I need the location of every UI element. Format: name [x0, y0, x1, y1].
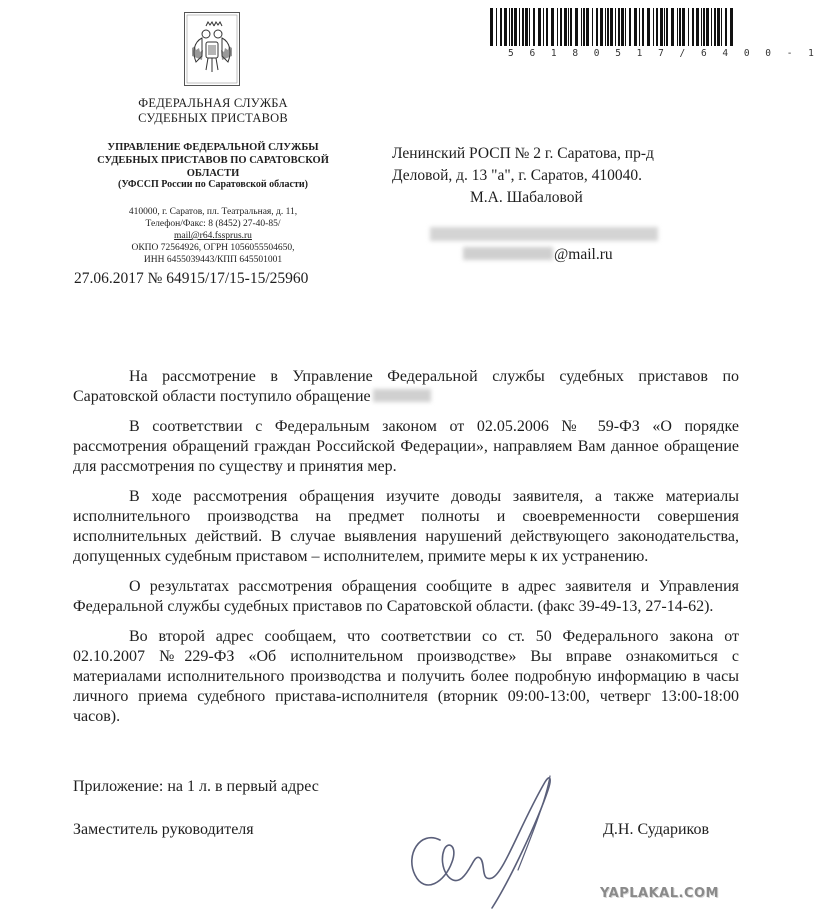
- barcode-bar: [618, 8, 620, 46]
- barcode-bar: [682, 8, 685, 46]
- addressee-line: Деловой, д. 13 "а", г. Саратов, 410040.: [392, 167, 642, 184]
- paragraph: В соответствии с Федеральным законом от 02.05.2006 № 59-ФЗ «О порядке рассмотрения обращений граждан Российской Федерации», направляем Вам данное обращение для рассмотрения по существу и принятия мер.: [73, 418, 739, 475]
- barcode-bar: [514, 8, 517, 46]
- barcode-bar: [679, 8, 681, 46]
- redacted-email-user: [463, 247, 553, 260]
- coat-of-arms-icon: [184, 12, 240, 86]
- redacted-appeal-number: [373, 389, 431, 402]
- barcode-bar: [706, 8, 709, 46]
- recipient-email: @mail.ru: [463, 246, 613, 264]
- barcode-bar: [660, 8, 663, 46]
- barcode-bar: [592, 8, 593, 46]
- barcode-bar: [730, 8, 733, 46]
- barcode-bar: [714, 8, 716, 46]
- addressee: [392, 143, 732, 209]
- barcode-bar: [546, 8, 548, 46]
- barcode-bar: [653, 8, 654, 46]
- barcode-bar: [621, 8, 624, 46]
- barcode-bar: [711, 8, 712, 46]
- barcode-bar: [509, 8, 510, 46]
- barcode-bar: [610, 8, 613, 46]
- barcode-bar: [692, 8, 694, 46]
- barcode-bar: [634, 8, 637, 46]
- barcode-bar: [671, 8, 674, 46]
- department-abbreviation: (УФССП России по Саратовской области): [118, 179, 308, 190]
- barcode-bar: [703, 8, 705, 46]
- barcode-bar: [639, 8, 640, 46]
- redacted-recipient: [430, 227, 658, 241]
- barcode-bar: [500, 8, 502, 46]
- barcode-bar: [560, 8, 562, 46]
- barcode-bar: [504, 8, 507, 46]
- barcode-bar: [647, 8, 650, 46]
- barcode-bar: [490, 8, 493, 46]
- barcode-bar: [642, 8, 644, 46]
- addressee-line: Ленинский РОСП № 2 г. Саратова, пр-д: [392, 145, 654, 162]
- barcode-bar: [688, 8, 689, 46]
- watermark: YAPLAKAL.COM: [600, 886, 719, 901]
- phone: Телефон/Факс: 8 (8452) 27-40-85/: [145, 219, 281, 229]
- barcode-bar: [605, 8, 606, 46]
- barcode-bar: [717, 8, 720, 46]
- signer-name: Д.Н. Судариков: [603, 821, 710, 838]
- barcode-bar: [629, 8, 631, 46]
- barcode-bar: [586, 8, 589, 46]
- letter-body: [73, 367, 739, 727]
- barcode-bar: [543, 8, 544, 46]
- barcode-bar: [538, 8, 541, 46]
- barcode-bar: [596, 8, 598, 46]
- barcode-bar: [564, 8, 567, 46]
- barcode-bar: [607, 8, 609, 46]
- okpo: ОКПО 72564926, ОГРН 1056055504650,: [131, 243, 295, 253]
- barcode-bar: [496, 8, 497, 46]
- addressee-line: М.А. Шабаловой: [470, 189, 583, 206]
- barcode-bar: [600, 8, 603, 46]
- barcode-bar: [568, 8, 569, 46]
- barcode-bar: [625, 8, 626, 46]
- inn: ИНН 6455039443/КПП 645501001: [143, 255, 283, 265]
- barcode-bar: [615, 8, 616, 46]
- paragraph: О результатах рассмотрения обращения сообщите в адрес заявителя и Управления Федеральной службы судебных приставов по Саратовской области. (факс 39-49-13, 27-14-62).: [73, 578, 739, 615]
- barcode-bar: [525, 8, 528, 46]
- barcode-bar: [557, 8, 558, 46]
- barcode-bar: [666, 8, 668, 46]
- outgoing-reference: 27.06.2017 № 64915/17/15-15/25960: [74, 270, 309, 287]
- barcode-bar: [656, 8, 658, 46]
- barcode-icon: [488, 8, 738, 48]
- paragraph: Во второй адрес сообщаем, что соответствии со ст. 50 Федерального закона от 02.10.2007 №229-ФЗ «Об исполнительном производстве» Вы вправе ознакомиться с материалами исполнительного производства и получить более подробную информацию в часы личного приема судебного пристава-исполнителя (вторник 09:00-13:00, четверг 13:00-18:00 часов).: [73, 628, 739, 725]
- barcode-bar: [701, 8, 702, 46]
- barcode-bar: [677, 8, 678, 46]
- organization-name: ФЕДЕРАЛЬНАЯ СЛУЖБА СУДЕБНЫХ ПРИСТАВОВ: [138, 96, 288, 125]
- paragraph: В ходе рассмотрения обращения изучите доводы заявителя, а также материалы исполнительного производства на предмет полноты и своевременности совершения исполнительных действий. В случае выявления нарушений действующего законодательства, допущенных судебным приставом – исполнителем, примите меры к их устранению.: [73, 488, 739, 565]
- barcode-bar: [581, 8, 582, 46]
- barcode-number: 5 6 1 8 0 5 1 7 / 6 4 0 0 - 1: [508, 48, 819, 59]
- barcode-bar: [575, 8, 578, 46]
- barcode-bar: [583, 8, 585, 46]
- barcode-bar: [511, 8, 513, 46]
- department-name: УПРАВЛЕНИЕ ФЕДЕРАЛЬНОЙ СЛУЖБЫ СУДЕБНЫХ ПРИСТАВОВ ПО САРАТОВСКОЙ ОБЛАСТИ: [97, 142, 329, 179]
- signer-title: Заместитель руководителя: [73, 821, 254, 838]
- barcode-bar: [570, 8, 572, 46]
- barcode-bar: [533, 8, 535, 46]
- barcode-bar: [522, 8, 524, 46]
- paragraph: На рассмотрение в Управление Федеральной службы судебных приставов по Саратовской области поступило обращение: [73, 368, 739, 405]
- barcode-bar: [664, 8, 665, 46]
- contact-details: [90, 206, 336, 266]
- barcode-bar: [696, 8, 699, 46]
- address: 410000, г. Саратов, пл. Театральная, д. 11,: [128, 207, 298, 217]
- barcode-bar: [725, 8, 727, 46]
- barcode-bar: [519, 8, 520, 46]
- barcode-bar: [529, 8, 530, 46]
- signature-icon: [400, 770, 580, 915]
- attachment-note: Приложение: на 1 л. в первый адрес: [73, 778, 319, 795]
- barcode-bar: [551, 8, 554, 46]
- barcode-bar: [721, 8, 722, 46]
- email-link[interactable]: mail@r64.fssprus.ru: [174, 231, 252, 241]
